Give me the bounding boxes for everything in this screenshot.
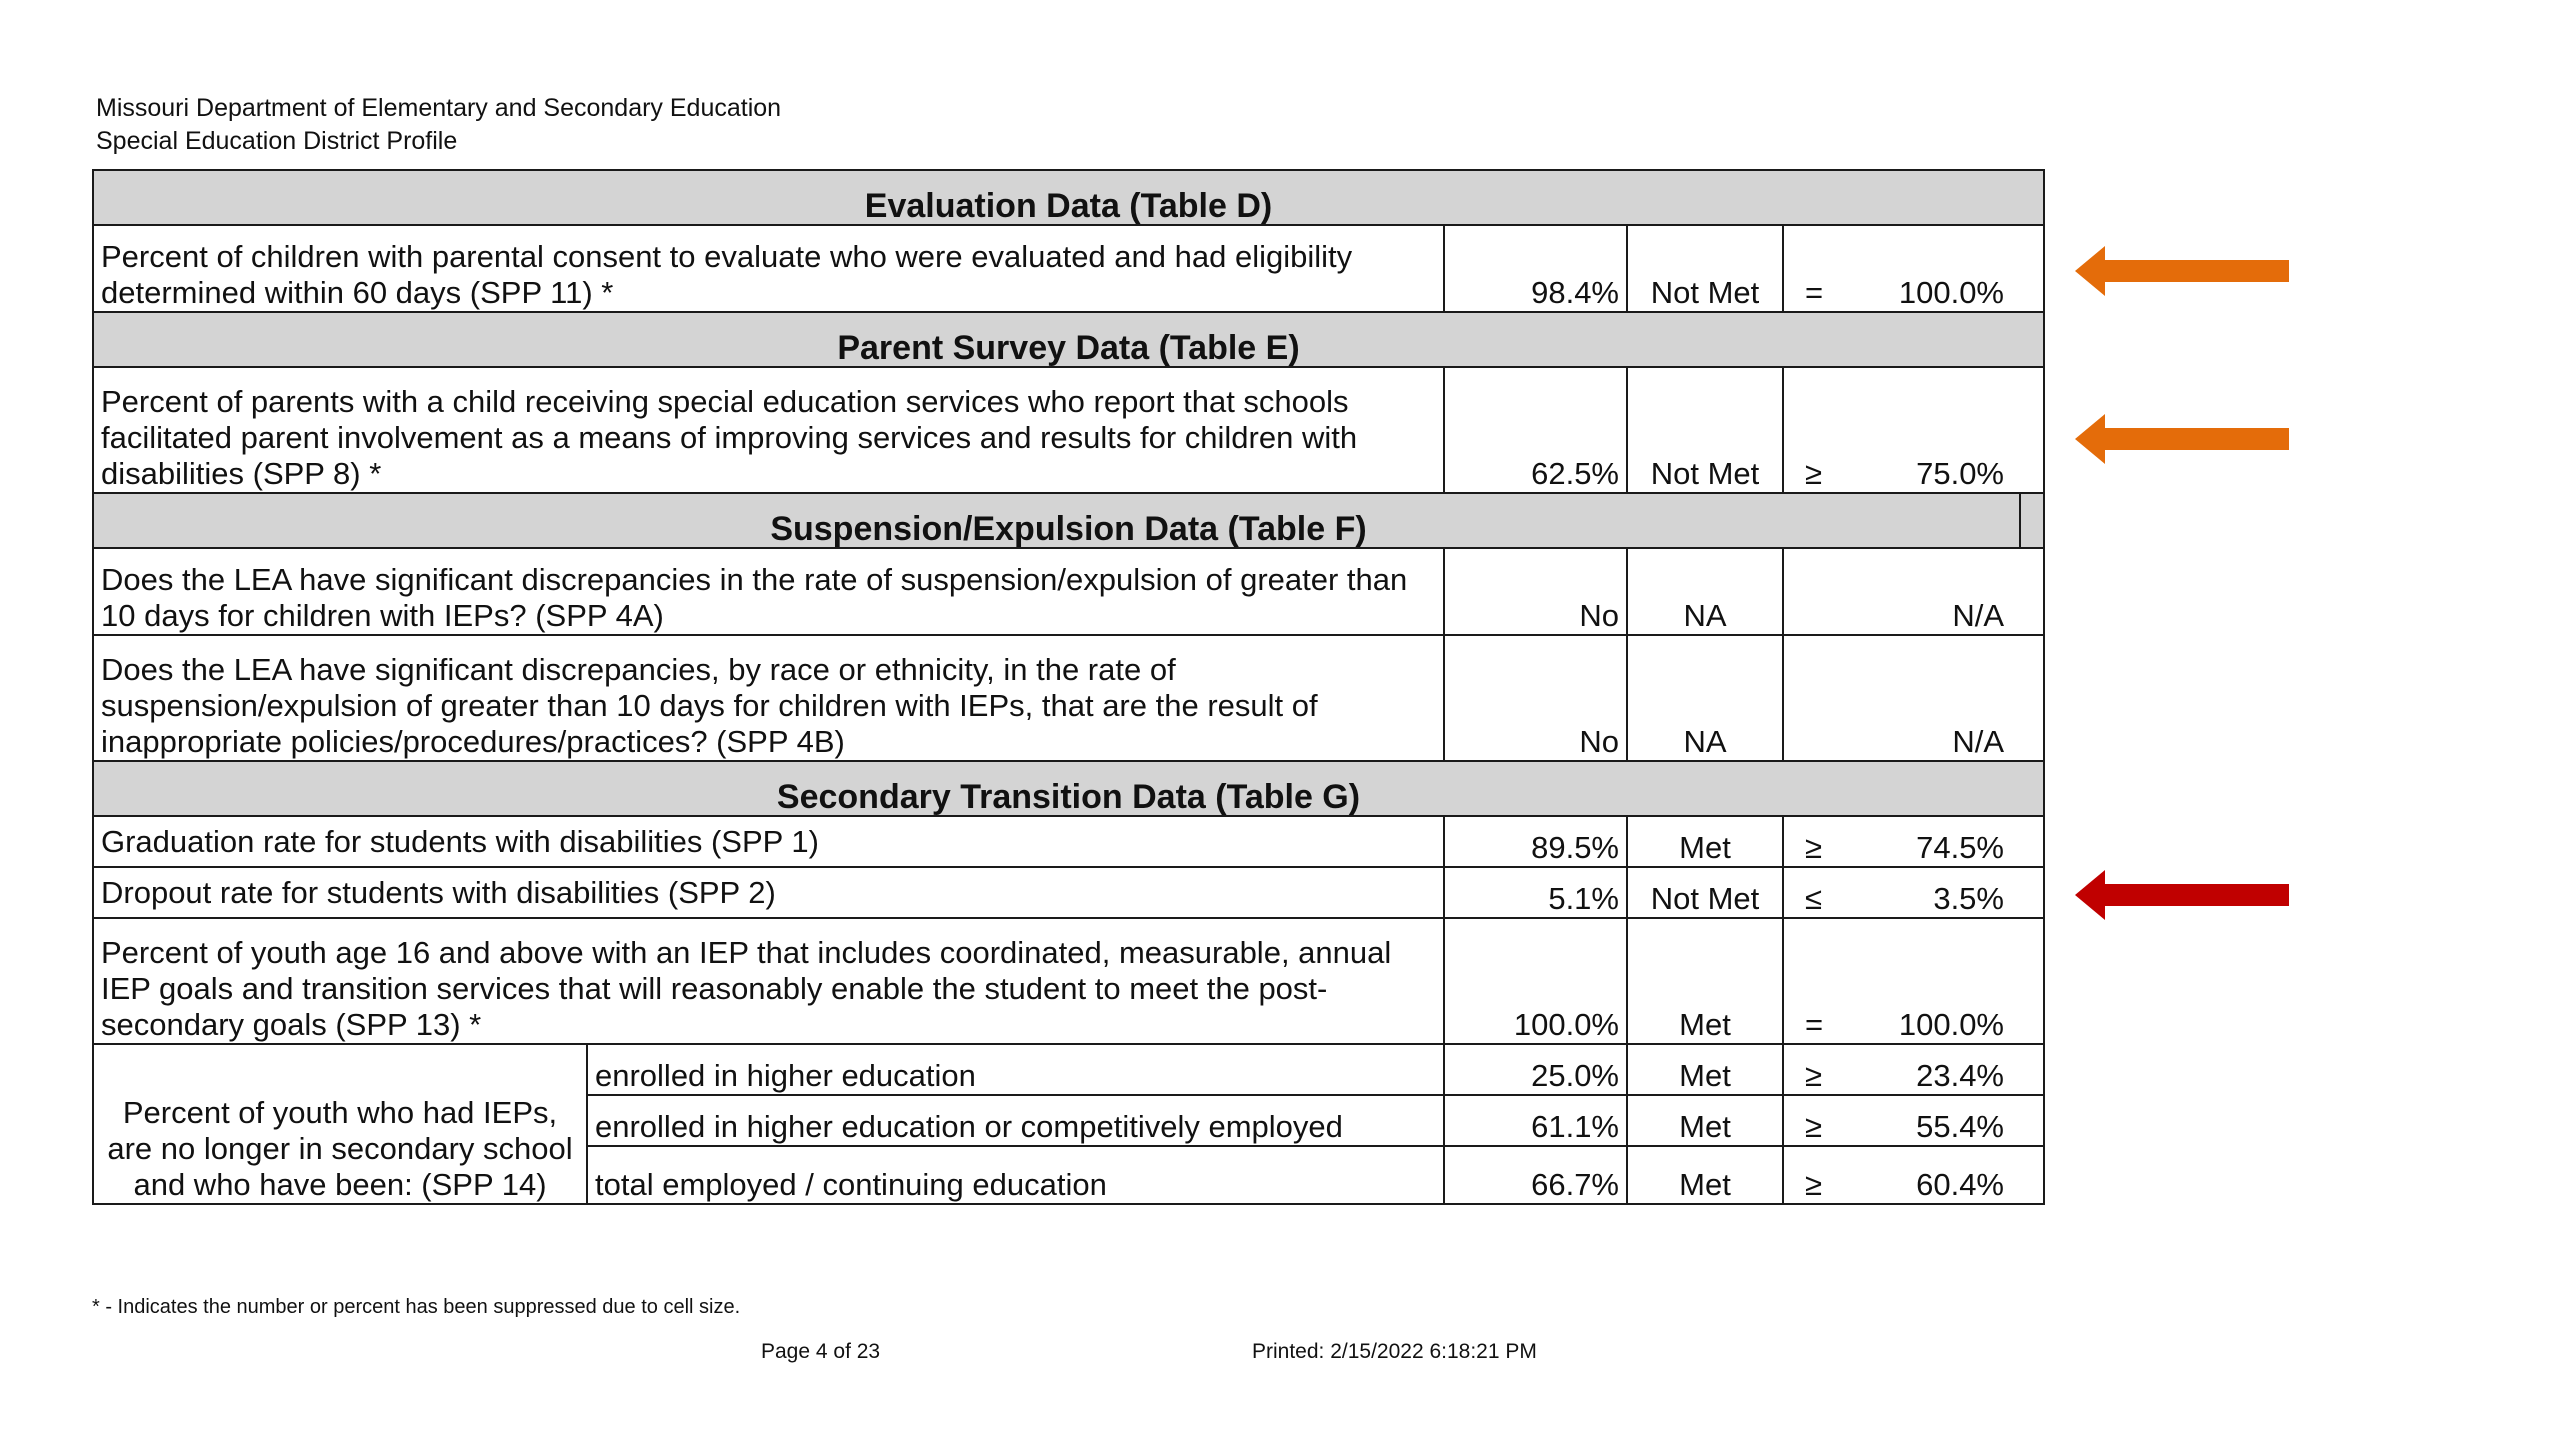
target-value: 3.5%: [1933, 881, 2004, 916]
row-status: Met: [1627, 918, 1783, 1044]
printed-timestamp: Printed: 2/15/2022 6:18:21 PM: [1252, 1340, 1537, 1363]
table-row: [93, 635, 2044, 761]
table-row: [93, 1044, 2044, 1095]
target-value: 100.0%: [1898, 1007, 2004, 1042]
row-target: [1783, 1044, 2044, 1095]
row-description: Dropout rate for students with disabilities (SPP 2): [93, 867, 1444, 918]
row-target: [1783, 867, 2044, 918]
row-description: Percent of youth age 16 and above with an IEP that includes coordinated, measurable, annual IEP goals and transition services that will reasonably enable the student to meet the post-secondary goals (SPP 13) *: [93, 918, 1444, 1044]
spp14-label: Percent of youth who had IEPs, are no longer in secondary school and who have been: (SPP 14): [93, 1044, 587, 1204]
row-target: [1783, 225, 2044, 312]
row-value: 100.0%: [1444, 918, 1627, 1044]
row-status: Not Met: [1627, 367, 1783, 493]
row-status: Met: [1627, 1095, 1783, 1146]
row-value: 5.1%: [1444, 867, 1627, 918]
row-status: Not Met: [1627, 225, 1783, 312]
row-value: 89.5%: [1444, 816, 1627, 867]
target-value: 55.4%: [1916, 1109, 2004, 1144]
table-row: [93, 816, 2044, 867]
row-status: NA: [1627, 548, 1783, 635]
row-target: [1783, 816, 2044, 867]
row-target: [1783, 1146, 2044, 1204]
row-description: Does the LEA have significant discrepancies, by race or ethnicity, in the rate of suspension/expulsion of greater than 10 days for children with IEPs, that are the result of inappropriate policies/procedures/practices? (SPP 4B): [93, 635, 1444, 761]
target-operator: ≥: [1805, 830, 1823, 865]
row-value: 25.0%: [1444, 1044, 1627, 1095]
org-name: Missouri Department of Elementary and Secondary Education: [96, 94, 782, 122]
target-operator: ≥: [1805, 456, 1823, 491]
row-subcategory: total employed / continuing education: [587, 1146, 1444, 1204]
document-title: Special Education District Profile: [96, 127, 458, 155]
target-operator: ≥: [1805, 1058, 1823, 1093]
target-value: N/A: [1952, 724, 2004, 759]
target-value: 74.5%: [1916, 830, 2004, 865]
row-status: Met: [1627, 1044, 1783, 1095]
row-description: Percent of parents with a child receiving special education services who report that schools facilitated parent involvement as a means of improving services and results for children with disabilities (SPP 8) *: [93, 367, 1444, 493]
row-subcategory: enrolled in higher education or competitively employed: [587, 1095, 1444, 1146]
row-description: Percent of children with parental consent to evaluate who were evaluated and had eligibility determined within 60 days (SPP 11) *: [93, 225, 1444, 312]
district-profile-table: [92, 169, 2045, 1205]
target-operator: ≥: [1805, 1109, 1823, 1144]
row-value: 98.4%: [1444, 225, 1627, 312]
table-g-header: Secondary Transition Data (Table G): [93, 761, 2044, 816]
table-row: [93, 225, 2044, 312]
row-value: 61.1%: [1444, 1095, 1627, 1146]
target-value: 100.0%: [1898, 275, 2004, 310]
table-row: [93, 367, 2044, 493]
row-target: [1783, 635, 2044, 761]
target-value: 75.0%: [1916, 456, 2004, 491]
target-value: N/A: [1952, 598, 2004, 633]
row-description: Graduation rate for students with disabilities (SPP 1): [93, 816, 1444, 867]
left-arrow-icon: [2075, 864, 2289, 926]
page-number: Page 4 of 23: [761, 1340, 881, 1363]
table-e-header: Parent Survey Data (Table E): [93, 312, 2044, 367]
row-value: No: [1444, 635, 1627, 761]
table-f-header: [93, 493, 2044, 548]
target-operator: =: [1805, 275, 1824, 310]
row-subcategory: enrolled in higher education: [587, 1044, 1444, 1095]
row-status: Met: [1627, 1146, 1783, 1204]
row-value: 66.7%: [1444, 1146, 1627, 1204]
row-description: Does the LEA have significant discrepancies in the rate of suspension/expulsion of greater than 10 days for children with IEPs? (SPP 4A): [93, 548, 1444, 635]
table-row: [93, 918, 2044, 1044]
target-value: 23.4%: [1916, 1058, 2004, 1093]
table-row: [93, 867, 2044, 918]
target-operator: ≥: [1805, 1167, 1823, 1202]
footnote: * - Indicates the number or percent has been suppressed due to cell size.: [92, 1296, 741, 1318]
document-header: [96, 92, 781, 158]
left-arrow-icon: [2075, 408, 2289, 470]
table-row: [93, 548, 2044, 635]
table-f-title: Suspension/Expulsion Data (Table F): [770, 510, 1367, 548]
row-value: No: [1444, 548, 1627, 635]
row-status: Not Met: [1627, 867, 1783, 918]
target-operator: =: [1805, 1007, 1824, 1042]
row-status: NA: [1627, 635, 1783, 761]
row-target: [1783, 367, 2044, 493]
row-target: [1783, 918, 2044, 1044]
row-target: [1783, 1095, 2044, 1146]
table-d-header: Evaluation Data (Table D): [93, 170, 2044, 225]
target-value: 60.4%: [1916, 1167, 2004, 1202]
header-divider: [2019, 494, 2021, 547]
row-status: Met: [1627, 816, 1783, 867]
target-operator: ≤: [1805, 881, 1823, 916]
row-value: 62.5%: [1444, 367, 1627, 493]
left-arrow-icon: [2075, 240, 2289, 302]
row-target: [1783, 548, 2044, 635]
